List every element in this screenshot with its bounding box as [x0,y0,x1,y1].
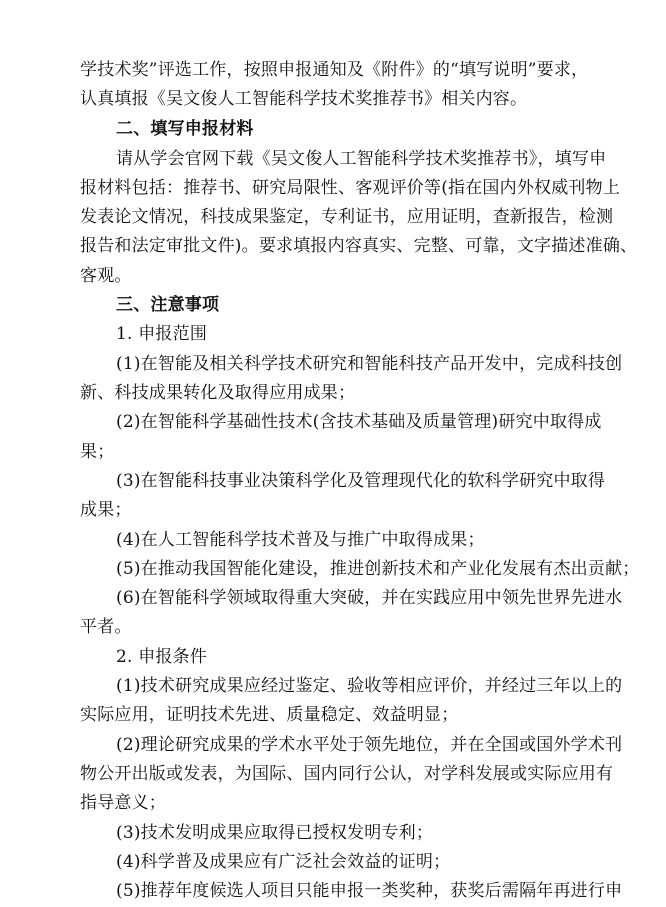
list-item: (2)理论研究成果的学术水平处于领先地位，并在全国或国外学术刊 [116,735,623,755]
list-item: (5)在推动我国智能化建设，推进创新技术和产业化发展有杰出贡献； [116,559,640,579]
list-item-continuation: 果； [80,442,115,462]
list-item-continuation: 成果； [80,500,132,520]
list-item-continuation: 物公开出版或发表，为国际、国内同行公认，对学科发展或实际应用有 [80,764,614,784]
list-item: (5)推荐年度候选人项目只能申报一类奖种，获奖后需隔年再进行申 [116,881,623,901]
section-heading-materials: 二、填写申报材料 [116,119,254,139]
list-item: (6)在智能科学领域取得重大突破，并在实践应用中领先世界先进水 [116,588,623,608]
list-item: (3)技术发明成果应取得已授权发明专利； [116,823,434,843]
list-item-continuation: 实际应用，证明技术先进、质量稳定、效益明显； [80,705,459,725]
paragraph-line: 发表论文情况，科技成果鉴定，专利证书，应用证明，查新报告，检测 [80,207,614,227]
list-item: (1)在智能及相关科学技术研究和智能科技产品开发中，完成科技创 [116,354,623,374]
intro-line: 学技术奖”评选工作，按照申报通知及《附件》的“填写说明”要求， [80,60,589,80]
subsection-title-conditions: 2. 申报条件 [116,647,208,667]
list-item: (2)在智能科学基础性技术(含技术基础及质量管理)研究中取得成 [116,412,602,432]
paragraph-line: 请从学会官网下载《吴文俊人工智能科学技术奖推荐书》，填写申 [116,149,607,169]
list-item-continuation: 平者。 [80,617,132,637]
list-item: (4)在人工智能科学技术普及与推广中取得成果； [116,530,485,550]
list-item: (1)技术研究成果应经过鉴定、验收等相应评价，并经过三年以上的 [116,676,623,696]
subsection-title-scope: 1. 申报范围 [116,324,208,344]
list-item-continuation: 新、科技成果转化及取得应用成果； [80,383,356,403]
intro-line: 认真填报《吴文俊人工智能科学技术奖推荐书》相关内容。 [80,89,528,109]
list-item: (4)科学普及成果应有广泛社会效益的证明； [116,852,451,872]
list-item-continuation: 指导意义； [80,793,166,813]
paragraph-line: 客观。 [80,266,132,286]
paragraph-line: 报告和法定审批文件)。要求填报内容真实、完整、可靠，文字描述准确、 [80,236,638,256]
section-heading-notes: 三、注意事项 [116,295,220,315]
list-item: (3)在智能科技事业决策科学化及管理现代化的软科学研究中取得 [116,471,606,491]
paragraph-line: 报材料包括：推荐书、研究局限性、客观评价等(指在国内外权威刊物上 [80,178,621,198]
